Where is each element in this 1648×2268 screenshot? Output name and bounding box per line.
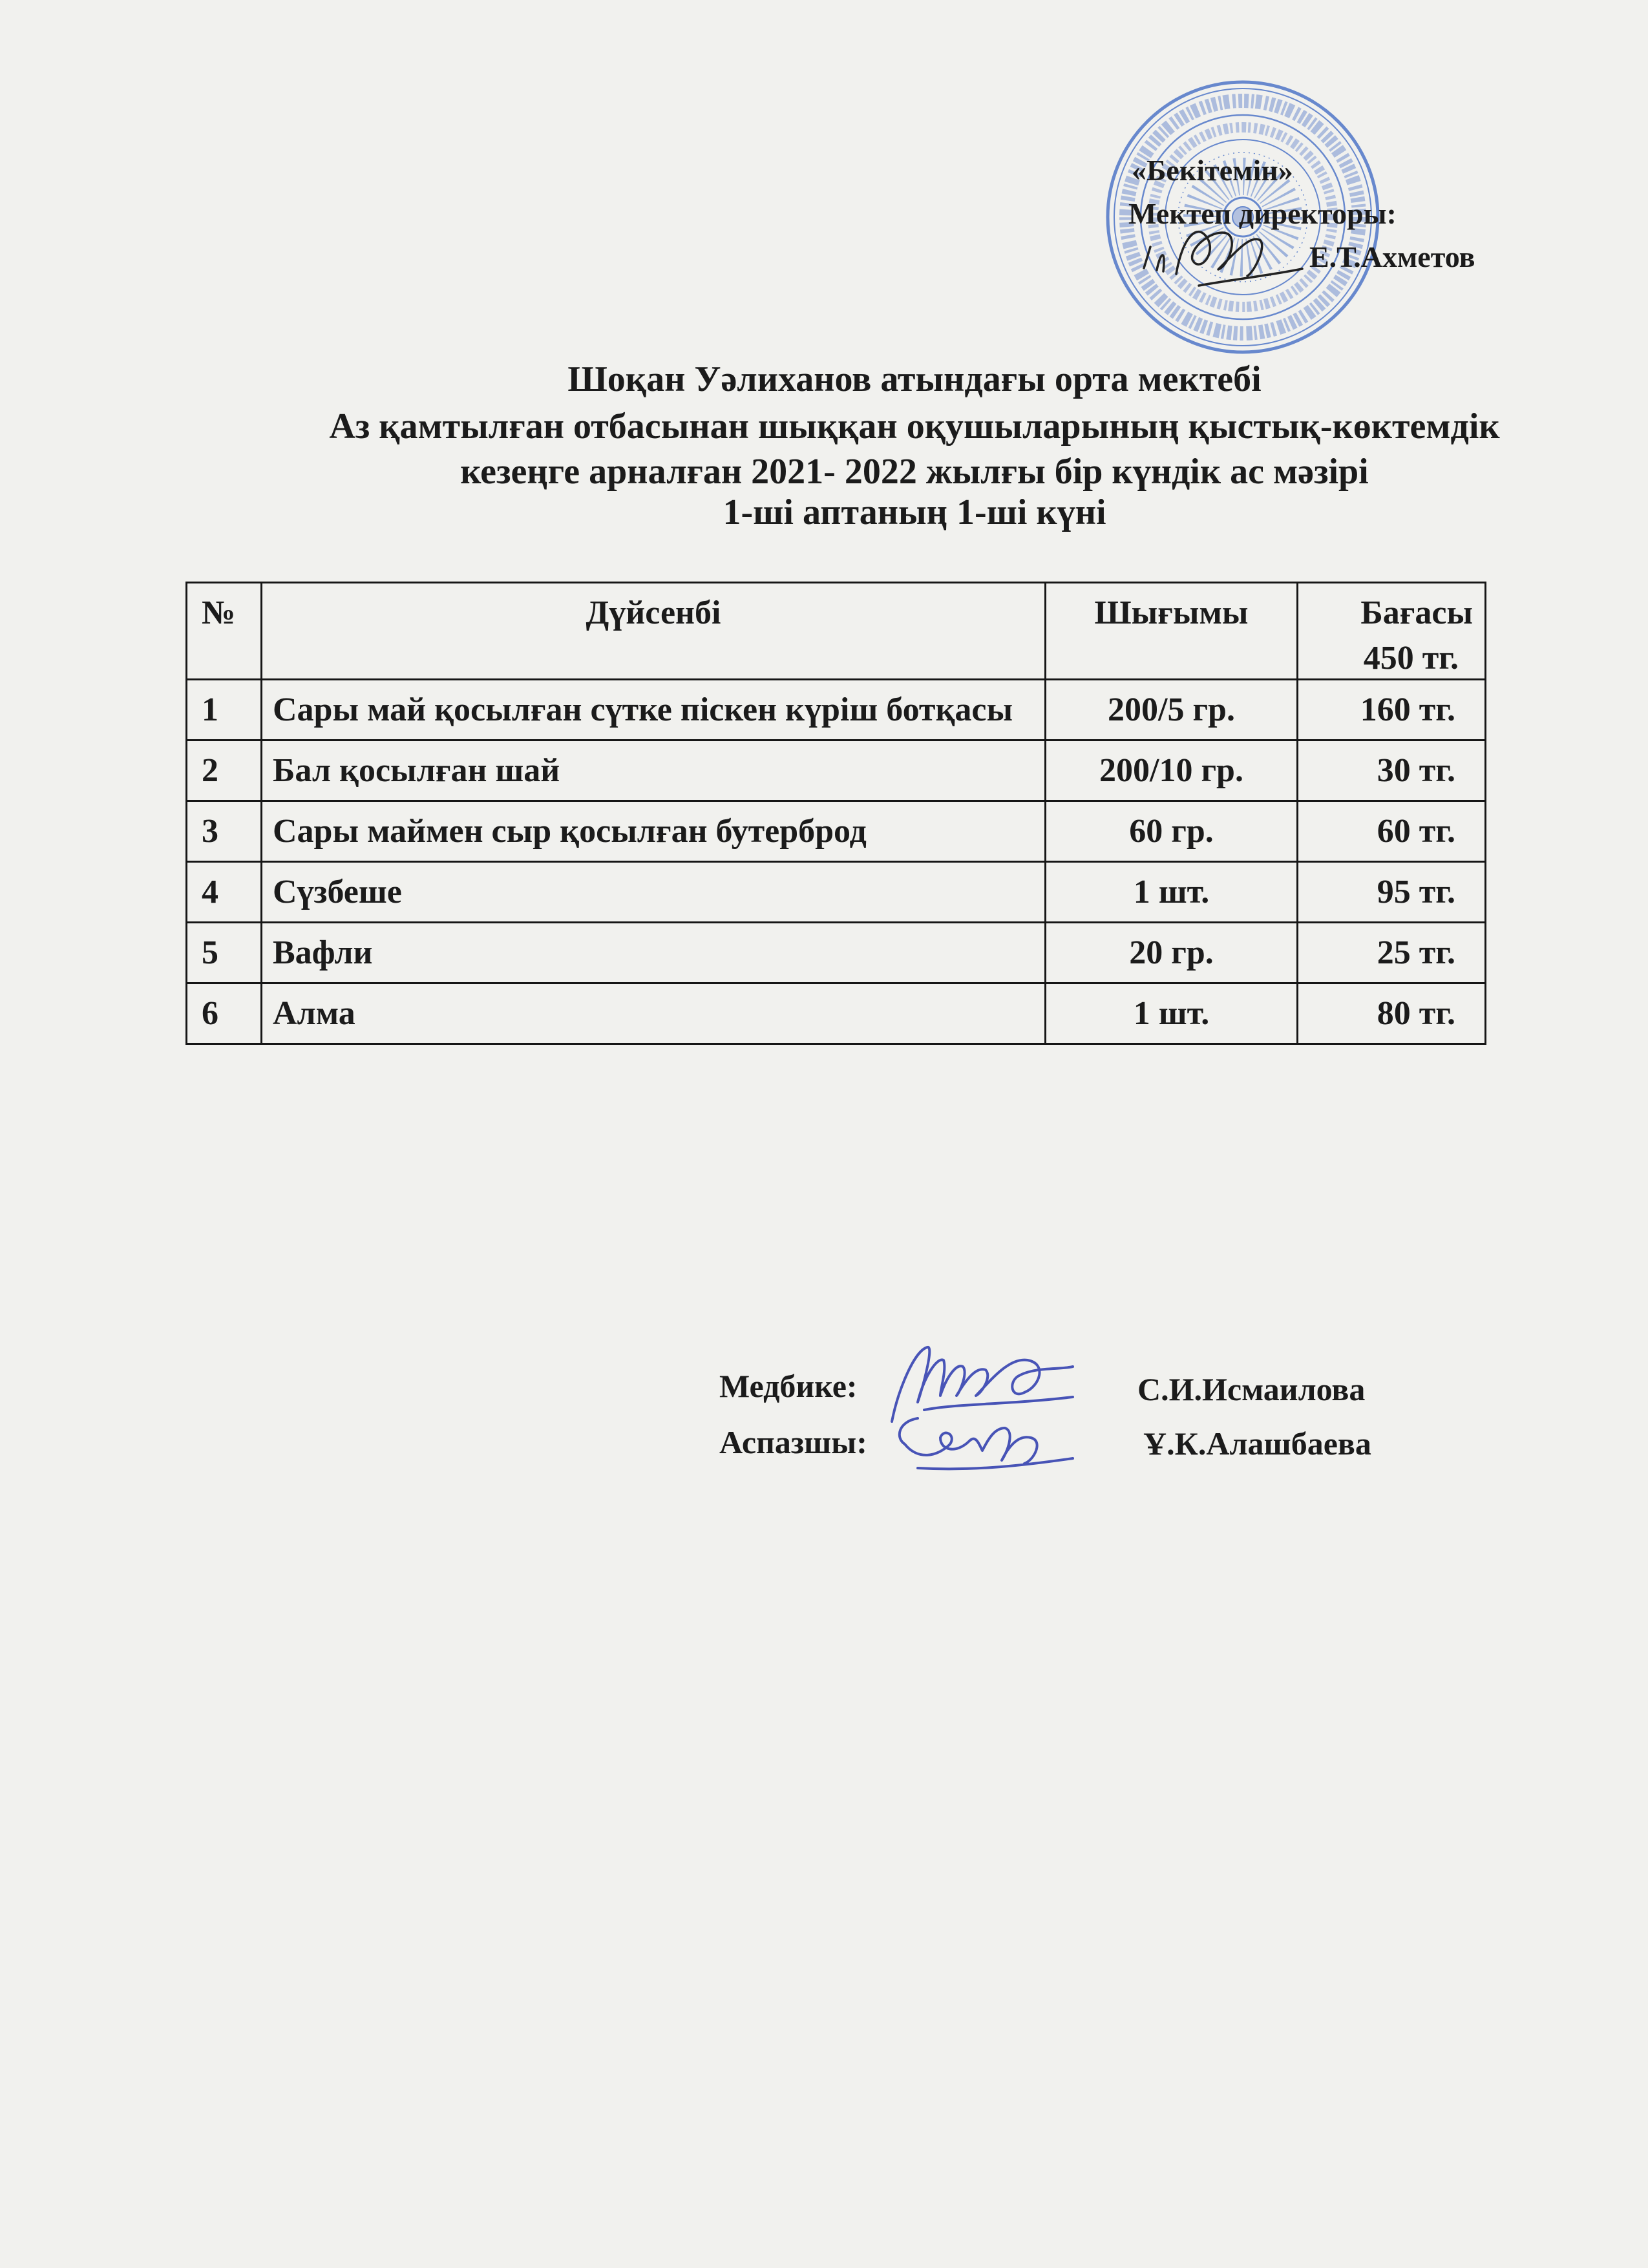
table-row bbox=[187, 923, 1486, 983]
row-price: 95 тг. bbox=[1298, 862, 1486, 923]
header-price-total: 450 тг. bbox=[1363, 640, 1459, 677]
row-price: 80 тг. bbox=[1298, 983, 1486, 1044]
row-portion: 200/10 гр. bbox=[1046, 740, 1298, 801]
row-portion: 20 гр. bbox=[1046, 923, 1298, 983]
table-row bbox=[187, 862, 1486, 923]
header-price: Бағасы bbox=[1360, 594, 1473, 631]
header-price-cell bbox=[1298, 583, 1486, 680]
table-row bbox=[187, 740, 1486, 801]
row-number: 5 bbox=[187, 923, 262, 983]
table-row bbox=[187, 680, 1486, 740]
approval-name: Е.Т.Ахметов bbox=[1309, 240, 1475, 273]
director-signature-icon bbox=[1137, 207, 1318, 297]
approval-label: «Бекітемін» bbox=[1132, 154, 1293, 187]
cook-name: Ұ.К.Алашбаева bbox=[1143, 1425, 1371, 1462]
row-dish: Сары май қосылған сүтке піскен күріш ботқасы bbox=[262, 680, 1046, 740]
approval-position: Мектеп директоры: bbox=[1128, 197, 1397, 230]
row-number: 1 bbox=[187, 680, 262, 740]
header-day: Дүйсенбі bbox=[262, 583, 1046, 680]
nurse-label: Медбике: bbox=[719, 1368, 858, 1404]
row-dish: Алма bbox=[262, 983, 1046, 1044]
row-number: 2 bbox=[187, 740, 262, 801]
nurse-name: С.И.Исмаилова bbox=[1137, 1371, 1366, 1407]
row-dish: Вафли bbox=[262, 923, 1046, 983]
table-row bbox=[187, 801, 1486, 862]
title-school: Шоқан Уәлиханов атындағы орта мектебі bbox=[567, 359, 1262, 399]
staff-signatures-icon bbox=[879, 1331, 1092, 1486]
row-price: 30 тг. bbox=[1298, 740, 1486, 801]
row-dish: Сүзбеше bbox=[262, 862, 1046, 923]
table-header-row bbox=[187, 583, 1486, 680]
header-number: № bbox=[187, 583, 262, 680]
row-number: 3 bbox=[187, 801, 262, 862]
menu-table bbox=[185, 582, 1486, 1045]
row-dish: Бал қосылған шай bbox=[262, 740, 1046, 801]
row-number: 6 bbox=[187, 983, 262, 1044]
title-subject: Аз қамтылған отбасынан шыққан оқушыларының қыстық-көктемдік bbox=[329, 406, 1500, 446]
title-week-day: 1-ші аптаның 1-ші күні bbox=[723, 492, 1106, 532]
row-portion: 1 шт. bbox=[1046, 983, 1298, 1044]
row-price: 25 тг. bbox=[1298, 923, 1486, 983]
row-portion: 1 шт. bbox=[1046, 862, 1298, 923]
row-portion: 200/5 гр. bbox=[1046, 680, 1298, 740]
table-row bbox=[187, 983, 1486, 1044]
row-number: 4 bbox=[187, 862, 262, 923]
header-portion: Шығымы bbox=[1046, 583, 1298, 680]
title-period: кезеңге арналған 2021- 2022 жылғы бір күндік ас мәзірі bbox=[460, 452, 1369, 492]
row-price: 160 тг. bbox=[1298, 680, 1486, 740]
cook-label: Аспазшы: bbox=[719, 1424, 867, 1460]
row-price: 60 тг. bbox=[1298, 801, 1486, 862]
row-portion: 60 гр. bbox=[1046, 801, 1298, 862]
row-dish: Сары маймен сыр қосылған бутерброд bbox=[262, 801, 1046, 862]
